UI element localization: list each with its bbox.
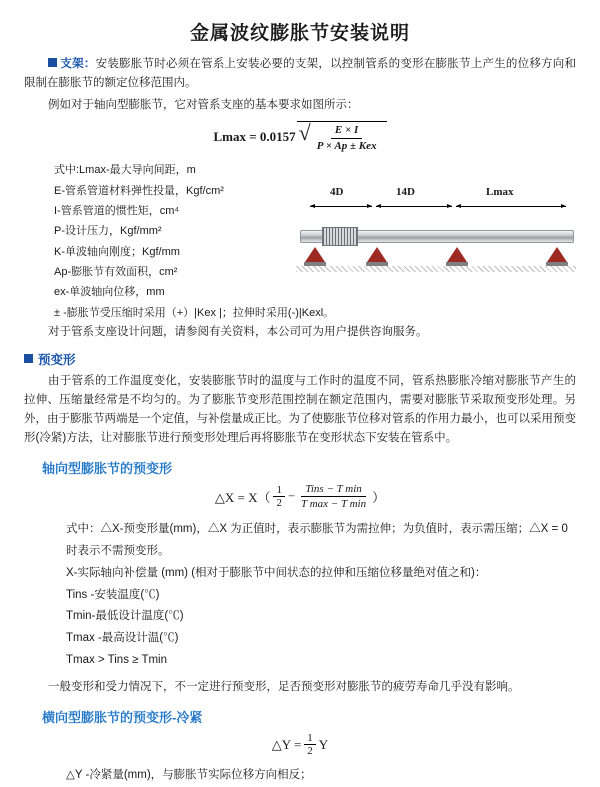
axial-equation-lhs: △X = X（: [214, 490, 271, 506]
axial-definition-item: Tmin-最低设计温度(℃): [66, 610, 184, 623]
axial-subheading: 轴向型膨胀节的预变形: [42, 460, 173, 476]
figure-dimension-arrows: [296, 202, 576, 212]
lateral-definitions: [66, 765, 576, 787]
support-paragraph-2: 例如对于轴向型膨胀节，它对管系支座的基本要求如图所示：: [48, 98, 359, 111]
dimension-arrow-lmax: [456, 206, 566, 207]
support-guide: [366, 246, 388, 266]
support-closing-paragraph: 对于管系支座设计问题，请参阅有关资料，本公司可为用户提供咨询服务。: [48, 325, 428, 338]
page-title: 金属波纹膨胀节安装说明: [189, 23, 410, 44]
axial-equation-rhs: ）: [372, 490, 386, 506]
lateral-half-fraction: $\frac{1}{2}$: [304, 732, 316, 757]
lateral-definition-item: △Y -冷紧量(mm)，与膨胀节实际位移方向相反；: [66, 769, 312, 782]
dimension-arrow-4d: [310, 206, 372, 207]
definition-item: K-单波轴向刚度；Kgf/mm: [54, 245, 180, 258]
axial-closing-paragraph: 一般变形和受力情况下，不一定进行预变形，足否预变形对膨胀节的疲劳寿命几乎没有影响。: [48, 680, 520, 693]
square-bullet-icon: [24, 354, 33, 363]
support-anchor: [304, 246, 326, 266]
predeform-section-heading: 预变形: [24, 350, 576, 368]
definitions-and-figure: [24, 160, 576, 323]
support-intro-paragraph: [24, 55, 576, 93]
axial-equation: [24, 483, 576, 511]
lateral-equation: [24, 732, 576, 757]
definition-item: I-管系管道的惯性矩，cm⁴: [54, 204, 180, 217]
support-anchor: [546, 246, 568, 266]
axial-half-fraction: $\frac{1}{2}$: [273, 484, 285, 509]
predeform-paragraph: 由于管系的工作温度变化，安装膨胀节时的温度与工作时的温度不同，管系热膨胀冷缩对膨胀节产生的拉伸、压缩量经常是不均匀的。为了膨胀节变形范围控制在额定范围内，需要对膨胀节采取预变形处理。另外，由于膨胀节两端是一个定值，与补偿量成正比。为了使膨胀节位移对管系的作用力最小，也可以采用预变形(冷紧)方法，让对膨胀节进行预变形处理后再将膨胀节在变形状态下安装在管系中。: [24, 374, 576, 444]
figure-label-14d: 14D: [396, 186, 415, 199]
axial-definition-item: Tmax > Tins ≥ Tmin: [66, 654, 167, 667]
definitions-block: [24, 160, 335, 323]
definition-item: E-管系管道材料弹性投量，Kgf/cm²: [54, 184, 224, 197]
support-heading: 支架：: [60, 58, 96, 70]
bellows-icon: [322, 227, 358, 246]
axial-definition-item: Tins -安装温度(℃): [66, 588, 160, 601]
dimension-arrow-14d: [376, 206, 452, 207]
axial-definition-item: 式中：△X-预变形量(mm)，△X 为正值时，表示膨胀节为需拉伸；为负值时，表示需压缩；△X = 0 时表示不需预变形。: [66, 523, 568, 557]
lateral-subheading: 横向型膨胀节的预变形-冷紧: [42, 709, 203, 725]
support-paragraph-1: 安装膨胀节时必须在管系上安装必要的支架，以控制管系的变形在膨胀节上产生的位移方向和限制在膨胀节的额定位移范围内。: [24, 58, 576, 89]
support-guide: [446, 246, 468, 266]
lmax-formula-lhs: Lmax = 0.0157: [213, 128, 296, 144]
definition-item: ex-单波轴向位移，mm: [54, 286, 165, 299]
pipe-assembly: [296, 214, 576, 272]
axial-temp-fraction: $\frac{\text{Tins − T min}}{\text{T max − T min}}$: [301, 482, 367, 511]
lmax-numerator: E × I: [331, 124, 362, 139]
lateral-equation-rhs: Y: [318, 736, 329, 752]
axial-equation-minus: −: [287, 489, 296, 504]
definition-item: 式中:Lmax-最大导向间距，m: [54, 164, 196, 177]
lateral-equation-lhs: △Y =: [271, 736, 302, 752]
pipe-support-figure: [296, 186, 576, 272]
axial-definition-item: Tmax -最高设计温(℃): [66, 632, 179, 645]
figure-label-4d: 4D: [330, 186, 344, 199]
figure-label-lmax: Lmax: [486, 186, 514, 199]
lmax-formula: [24, 121, 576, 152]
figure-labels: [296, 186, 576, 202]
lmax-denominator: P × Ap ± Kex: [316, 139, 377, 152]
ground-hatching: [296, 266, 576, 272]
square-bullet-icon: [48, 58, 57, 67]
axial-definition-item: X-实际轴向补偿量 (mm) (相对于膨胀节中间状态的拉伸和压缩位移量绝对值之和)：: [66, 566, 487, 579]
definition-item: P-设计压力，Kgf/mm²: [54, 225, 162, 238]
definition-item: Ap-膨胀节有效面积，cm²: [54, 265, 178, 278]
sqrt-icon: √ $\frac{E \times I}{\text{P × Ap ± Kex}}$: [297, 121, 387, 152]
definition-item: ± -膨胀节受压缩时采用（+）|Kex |；拉伸时采用(-)|Kexl。: [54, 306, 335, 319]
axial-definitions: [66, 519, 576, 672]
